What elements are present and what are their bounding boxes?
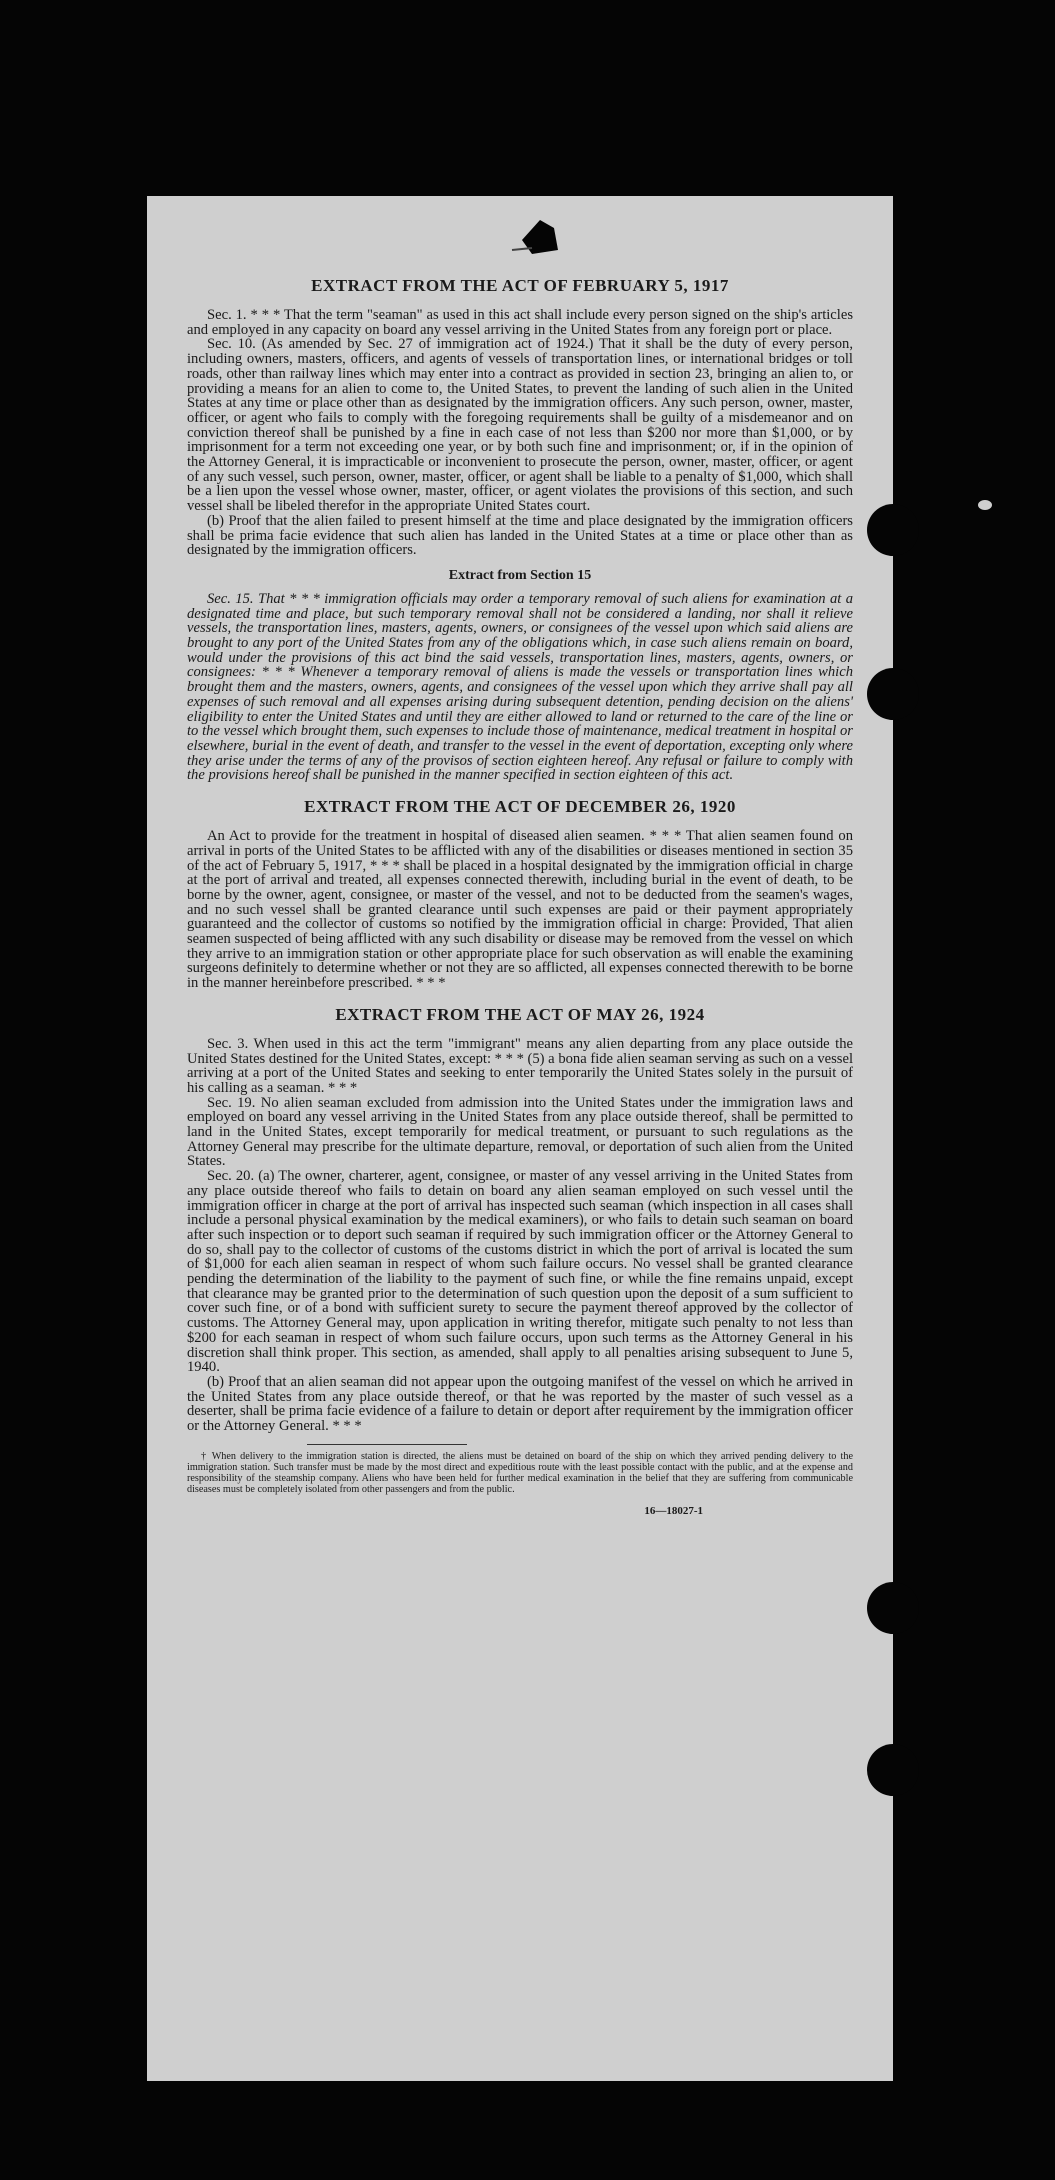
act-1917-sec10: Sec. 10. (As amended by Sec. 27 of immigration act of 1924.) That it shall be the duty of every person, including owners, masters, officers, and agents of vessels of transportation lines, or international bridges or toll roads, other than railway lines which may enter into a contract as provided in section 23, bringing an alien to, or providing a means for an alien to come to, the United States, to prevent the landing of such alien in the United States at any time or place other than as designated by the immigration officers. Any such person, owner, master, officer, or agent who fails to comply with the foregoing requirements shall be guilty of a misdemeanor and on conviction thereof shall be punished by a fine in each case of not less than $200 nor more than $1,000, or by imprisonment for a term not exceeding one year, or by both such fine and imprisonment; or, if in the opinion of the Attorney General, it is impracticable or inconvenient to prosecute the person, owner, master, officer, or agent of any such vessel, such person, owner, master, officer, or agent shall be liable to a penalty of $1,000, which shall be a lien upon the vessel whose owner, master, officer, or agent violates the provisions of this section, and such vessel shall be libeled therefor in the appropriate United States court.: [187, 336, 853, 515]
section-15: [187, 568, 853, 783]
act-1917-sec1: Sec. 1. * * * That the term "seaman" as used in this act shall include every person signed on the ship's articles and employed in any capacity on board any vessel arriving in the United States from any foreign port or place.: [187, 307, 853, 338]
act-1924-sec20a: Sec. 20. (a) The owner, charterer, agent, consignee, or master of any vessel arriving in the United States from any place outside thereof who fails to detain on board any alien seaman employed on such vessel until the immigration officer in charge at the port of arrival has inspected such seaman (which inspection in all cases shall include a personal physical examination by the medical examiners), or who fails to detain such seaman on board after such inspection or to deport such seaman if required by such immigration officer or the Attorney General to do so, shall pay to the collector of customs of the customs district in which the port of arrival is located the sum of $1,000 for each alien seaman in respect of whom such failure occurs. No vessel shall be granted clearance pending the determination of the liability to the payment of such fine, or while the fine remains unpaid, except that clearance may be granted prior to the determination of such question upon the deposit of a sum sufficient to cover such fine, or of a bond with sufficient surety to secure the payment thereof approved by the collector of customs. The Attorney General may, upon application in writing therefor, mitigate such penalty to not less than $200 for each seaman in respect of whom such failure occurs, upon such terms as the Attorney General in his discretion shall think proper. This section, as amended, shall apply to all penalties arising subsequent to June 5, 1940.: [187, 1168, 853, 1376]
act-1917: [187, 276, 853, 558]
act-1924: [187, 1005, 853, 1434]
act-1917-sec10b: (b) Proof that the alien failed to present himself at the time and place designated by the immigration officers shall be prima facie evidence that such alien has landed in the United States at a time or place other than as designated by the immigration officers.: [187, 512, 853, 559]
act-1920-title: EXTRACT FROM THE ACT OF DECEMBER 26, 1920: [304, 797, 736, 817]
staple-hole: [492, 210, 572, 258]
form-code: 16—18027-1: [644, 1504, 703, 1517]
footnote-divider: [307, 1444, 467, 1445]
act-1924-sec20b: (b) Proof that an alien seaman did not appear upon the outgoing manifest of the vessel on which he arrived in the United States from any place outside thereof, or that he was reported by the master of such vessel as a deserter, shall be prima facie evidence of a failure to detain or deport after requirement by the immigration officer or the Attorney General. * * *: [187, 1374, 853, 1435]
dust-speck: [978, 500, 992, 510]
punch-hole-4: [867, 1744, 919, 1796]
section-15-title: Extract from Section 15: [448, 567, 592, 583]
act-1920: [187, 797, 853, 991]
section-15-text: Sec. 15. That * * * immigration officials may order a temporary removal of such aliens for examination at a designated time and place, but such temporary removal shall not be considered a landing, nor shall it relieve vessels, the transportation lines, masters, agents, owners, or consignees of the vessel upon which said aliens are brought to any port of the United States from any of the obligations which, in case such aliens remain on board, would under the provisions of this act bind the said vessels, transportation lines, masters, agents, owners, or consignees: * * * Whenever a temporary removal of aliens is made the vessels or transportation lines which brought them and the masters, owners, agents, and consignees of the vessel upon which they arrive shall pay all expenses of such removal and all expenses arising during subsequent detention, pending decision on the aliens' eligibility to enter the United States and until they are either allowed to land or returned to the care of the line or to the vessel which brought them, such expenses to include those of maintenance, medical treatment in hospital or elsewhere, burial in the event of death, and transfer to the vessel in the event of deportation, excepting only where they arise under the terms of any of the provisos of section eighteen hereof. Any refusal or failure to comply with the provisions hereof shall be punished in the manner specified in section eighteen of this act.: [187, 590, 853, 784]
act-1924-title: EXTRACT FROM THE ACT OF MAY 26, 1924: [335, 1004, 705, 1024]
punch-hole-3: [867, 1582, 919, 1634]
act-1920-text: An Act to provide for the treatment in hospital of diseased alien seamen. * * * That alien seamen found on arrival in ports of the United States to be afflicted with any of the disabilities or diseases mentioned in section 35 of the act of February 5, 1917, * * * shall be placed in a hospital designated by the immigration official in charge at the port of arrival and treated, all expenses connected therewith, including burial in the event of death, to be borne by the owner, agent, consignee, or master of the vessel, and not to be deducted from the seamen's wages, and no such vessel shall be granted clearance until such expenses are paid or their payment appropriately guaranteed and the collector of customs so notified by the immigration official in charge: Provided, That alien seamen suspected of being afflicted with any such disability or disease may be removed from the vessel on which they arrive to an immigration station or other appropriate place for such observation as will enable the examining surgeons definitely to determine whether or not they are so afflicted, all expenses connected therewith to be borne in the manner hereinbefore prescribed. * * *: [187, 828, 853, 992]
act-1924-sec19: Sec. 19. No alien seaman excluded from admission into the United States under the immigration laws and employed on board any vessel arriving in the United States from any place outside thereof, shall be permitted to land in the United States, except temporarily for medical treatment, or pursuant to such regulations as the Attorney General may prescribe for the ultimate departure, removal, or deportation of such alien from the United States.: [187, 1094, 853, 1170]
punch-hole-2: [867, 668, 919, 720]
punch-hole-1: [867, 504, 919, 556]
act-1917-title: EXTRACT FROM THE ACT OF FEBRUARY 5, 1917: [311, 276, 729, 295]
footnote: † When delivery to the immigration station is directed, the aliens must be detained on board of the ship on which they arrived pending delivery to the immigration station. Such transfer must be made by the most direct and expeditious route with the least possible contact with the public, and at the expense and responsibility of the steamship company. Aliens who have been held for further medical examination in the belief that they are suffering from communicable diseases must be completely isolated from other passengers and from the public.: [187, 1450, 853, 1495]
act-1924-sec3: Sec. 3. When used in this act the term "immigrant" means any alien departing from any place outside the United States destined for the United States, except: * * * (5) a bona fide alien seaman serving as such on a vessel arriving at a port of the United States and seeking to enter temporarily the United States solely in the pursuit of his calling as a seaman. * * *: [187, 1035, 853, 1096]
document-page: [147, 196, 893, 2081]
